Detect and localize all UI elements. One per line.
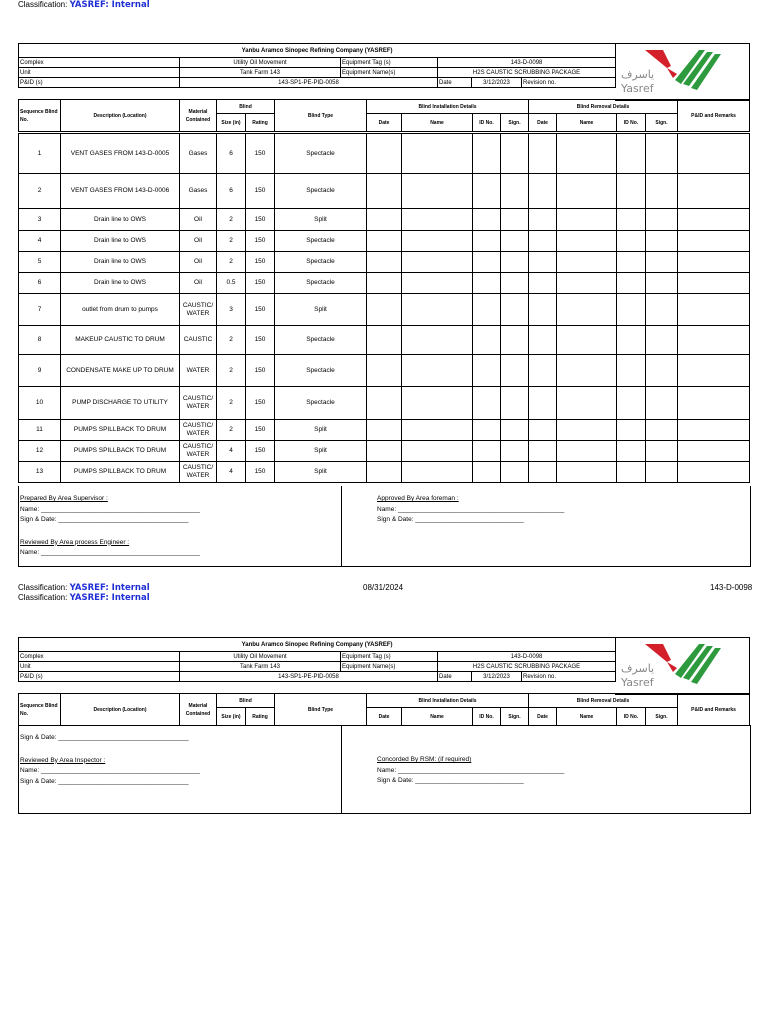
cell-type: Spectacle bbox=[275, 174, 367, 209]
empty-cell[interactable] bbox=[617, 134, 646, 174]
empty-cell[interactable] bbox=[529, 294, 557, 326]
cell-type: Spectacle bbox=[275, 355, 367, 387]
cell-mat: CAUSTIC bbox=[180, 326, 217, 355]
empty-cell[interactable] bbox=[617, 294, 646, 326]
cell-rating: 150 bbox=[246, 441, 275, 462]
empty-cell[interactable] bbox=[617, 231, 646, 252]
approved-label: Approved By Area foreman : bbox=[377, 495, 459, 502]
empty-cell[interactable] bbox=[367, 387, 402, 420]
empty-cell[interactable] bbox=[646, 387, 678, 420]
empty-cell[interactable] bbox=[367, 441, 402, 462]
cell-mat: Oil bbox=[180, 273, 217, 294]
empty-cell[interactable] bbox=[529, 273, 557, 294]
empty-cell[interactable] bbox=[402, 387, 473, 420]
concorded-label: Concorded By RSM: (if required) bbox=[377, 756, 472, 763]
cell-mat: CAUSTIC/ WATER bbox=[180, 294, 217, 326]
cell-rating: 150 bbox=[246, 252, 275, 273]
cell-mat: Oil bbox=[180, 252, 217, 273]
empty-cell[interactable] bbox=[529, 209, 557, 231]
sign-date-field[interactable]: Sign & Date: ____________________________________ bbox=[20, 777, 189, 785]
empty-cell[interactable] bbox=[501, 231, 529, 252]
empty-cell[interactable] bbox=[367, 355, 402, 387]
cell-rating: 150 bbox=[246, 294, 275, 326]
prepared-label: Prepared By Area Supervisor : bbox=[20, 495, 108, 502]
empty-cell[interactable] bbox=[646, 231, 678, 252]
cell-size: 2 bbox=[217, 252, 246, 273]
cell-type: Spectacle bbox=[275, 273, 367, 294]
empty-cell[interactable] bbox=[557, 441, 617, 462]
cell-size: 2 bbox=[217, 326, 246, 355]
header-table: Yanbu Aramco Sinopec Refining Company (YASREF) Complex Utility Oil Movement Equipment Tag (s) 143-D-0098 Unit Tank Farm 143 Equipment Name(s) H2S CAUSTIC SCRUBBING PACKAGE P&ID (s) 143-SP1-PE-PID-0058 Date 3/12/2023 Revision no. bbox=[18, 43, 616, 88]
empty-cell[interactable] bbox=[402, 355, 473, 387]
empty-cell[interactable] bbox=[501, 134, 529, 174]
empty-cell[interactable] bbox=[678, 441, 750, 462]
empty-cell[interactable] bbox=[557, 420, 617, 441]
empty-cell[interactable] bbox=[557, 355, 617, 387]
empty-cell[interactable] bbox=[501, 420, 529, 441]
cell-mat: CAUSTIC/ WATER bbox=[180, 387, 217, 420]
empty-cell[interactable] bbox=[473, 355, 501, 387]
empty-cell[interactable] bbox=[678, 355, 750, 387]
empty-cell[interactable] bbox=[646, 294, 678, 326]
cell-mat: CAUSTIC/ WATER bbox=[180, 462, 217, 483]
cell-desc: VENT GASES FROM 143-D-0005 bbox=[61, 134, 180, 174]
svg-text:ياسرف: ياسرف bbox=[621, 68, 655, 81]
empty-cell[interactable] bbox=[367, 462, 402, 483]
cell-size: 6 bbox=[217, 174, 246, 209]
empty-cell[interactable] bbox=[557, 326, 617, 355]
svg-text:ياسرف: ياسرف bbox=[621, 662, 655, 675]
empty-cell[interactable] bbox=[646, 441, 678, 462]
empty-cell[interactable] bbox=[617, 441, 646, 462]
cell-desc: outlet from drum to pumps bbox=[61, 294, 180, 326]
cell-rating: 150 bbox=[246, 134, 275, 174]
empty-cell[interactable] bbox=[501, 441, 529, 462]
empty-cell[interactable] bbox=[678, 273, 750, 294]
empty-cell[interactable] bbox=[501, 462, 529, 483]
empty-cell[interactable] bbox=[367, 294, 402, 326]
empty-cell[interactable] bbox=[501, 326, 529, 355]
empty-cell[interactable] bbox=[529, 252, 557, 273]
empty-cell[interactable] bbox=[367, 273, 402, 294]
cell-no: 13 bbox=[19, 462, 61, 483]
footer-tag: 143-D-0098 bbox=[710, 583, 753, 592]
yasref-logo-graphic bbox=[615, 44, 749, 100]
empty-cell[interactable] bbox=[402, 209, 473, 231]
empty-cell[interactable] bbox=[402, 420, 473, 441]
empty-cell[interactable] bbox=[473, 441, 501, 462]
empty-cell[interactable] bbox=[617, 420, 646, 441]
cell-type: Spectacle bbox=[275, 326, 367, 355]
empty-cell[interactable] bbox=[646, 355, 678, 387]
empty-cell[interactable] bbox=[402, 326, 473, 355]
empty-cell[interactable] bbox=[678, 252, 750, 273]
empty-cell[interactable] bbox=[678, 174, 750, 209]
empty-cell[interactable] bbox=[557, 462, 617, 483]
empty-cell[interactable] bbox=[646, 209, 678, 231]
name-field[interactable]: Name: ______________________________________________ bbox=[377, 766, 565, 774]
empty-cell[interactable] bbox=[646, 420, 678, 441]
svg-text:Yasref: Yasref bbox=[621, 676, 654, 689]
cell-no: 10 bbox=[19, 387, 61, 420]
cell-mat: CAUSTIC/ WATER bbox=[180, 441, 217, 462]
sign-date-field[interactable]: Sign & Date: ____________________________________ bbox=[20, 734, 189, 741]
cell-no: 8 bbox=[19, 326, 61, 355]
empty-cell[interactable] bbox=[678, 294, 750, 326]
cell-desc: Drain line to OWS bbox=[61, 252, 180, 273]
empty-cell[interactable] bbox=[367, 420, 402, 441]
cell-mat: WATER bbox=[180, 355, 217, 387]
cell-rating: 150 bbox=[246, 209, 275, 231]
cell-size: 2 bbox=[217, 387, 246, 420]
cell-type: Spectacle bbox=[275, 387, 367, 420]
cell-no: 3 bbox=[19, 209, 61, 231]
yasref-logo-graphic bbox=[615, 638, 749, 694]
empty-cell[interactable] bbox=[473, 326, 501, 355]
empty-cell[interactable] bbox=[473, 231, 501, 252]
cell-type: Spectacle bbox=[275, 231, 367, 252]
empty-cell[interactable] bbox=[367, 209, 402, 231]
empty-cell[interactable] bbox=[557, 231, 617, 252]
divider bbox=[341, 725, 342, 813]
cell-type: Split bbox=[275, 462, 367, 483]
cell-no: 9 bbox=[19, 355, 61, 387]
empty-cell[interactable] bbox=[557, 294, 617, 326]
empty-cell[interactable] bbox=[402, 174, 473, 209]
cell-size: 2 bbox=[217, 231, 246, 252]
empty-cell[interactable] bbox=[529, 387, 557, 420]
classification-top: Classification: YASREF​: Internal bbox=[18, 0, 150, 10]
name-field[interactable]: Name: ______________________________________________ bbox=[377, 505, 565, 513]
empty-cell[interactable] bbox=[501, 273, 529, 294]
cell-mat: Oil bbox=[180, 231, 217, 252]
empty-cell[interactable] bbox=[473, 387, 501, 420]
empty-cell[interactable] bbox=[646, 134, 678, 174]
cell-size: 2 bbox=[217, 420, 246, 441]
empty-cell[interactable] bbox=[646, 462, 678, 483]
cell-mat: Gases bbox=[180, 134, 217, 174]
empty-cell[interactable] bbox=[402, 441, 473, 462]
empty-cell[interactable] bbox=[473, 134, 501, 174]
name-field[interactable]: Name: ____________________________________________ bbox=[20, 767, 201, 774]
cell-rating: 150 bbox=[246, 326, 275, 355]
cell-rating: 150 bbox=[246, 174, 275, 209]
cell-type: Split bbox=[275, 294, 367, 326]
signature-column bbox=[377, 733, 564, 787]
footer-date: 08/31/2024 bbox=[363, 583, 404, 592]
cell-size: 4 bbox=[217, 462, 246, 483]
signature-block bbox=[18, 725, 751, 814]
empty-cell[interactable] bbox=[402, 462, 473, 483]
cell-rating: 150 bbox=[246, 420, 275, 441]
classification-page2: Classification: YASREF​: Internal bbox=[18, 593, 150, 603]
cell-size: 6 bbox=[217, 134, 246, 174]
table-row bbox=[19, 462, 750, 483]
empty-cell[interactable] bbox=[678, 326, 750, 355]
cell-type: Spectacle bbox=[275, 134, 367, 174]
cell-no: 1 bbox=[19, 134, 61, 174]
cell-size: 2 bbox=[217, 209, 246, 231]
table-row bbox=[19, 441, 750, 462]
empty-cell[interactable] bbox=[678, 387, 750, 420]
empty-cell[interactable] bbox=[678, 209, 750, 231]
cell-rating: 150 bbox=[246, 231, 275, 252]
cell-desc: PUMPS SPILLBACK TO DRUM bbox=[61, 441, 180, 462]
signature-column bbox=[20, 733, 200, 787]
cell-no: 7 bbox=[19, 294, 61, 326]
sign-date-field[interactable]: Sign & Date: ______________________________ bbox=[377, 777, 524, 784]
yasref-logo bbox=[615, 637, 750, 695]
empty-cell[interactable] bbox=[367, 231, 402, 252]
sign-date-field[interactable]: Sign & Date: ____________________________________ bbox=[20, 516, 189, 523]
empty-cell[interactable] bbox=[501, 294, 529, 326]
empty-cell[interactable] bbox=[617, 387, 646, 420]
blind-table bbox=[18, 133, 750, 483]
cell-mat: CAUSTIC/ WATER bbox=[180, 420, 217, 441]
signature-column bbox=[377, 494, 564, 526]
cell-rating: 150 bbox=[246, 462, 275, 483]
empty-cell[interactable] bbox=[501, 387, 529, 420]
cell-no: 12 bbox=[19, 441, 61, 462]
empty-cell[interactable] bbox=[367, 326, 402, 355]
table-row bbox=[19, 252, 750, 273]
empty-cell[interactable] bbox=[367, 174, 402, 209]
cell-no: 2 bbox=[19, 174, 61, 209]
cell-rating: 150 bbox=[246, 273, 275, 294]
empty-cell[interactable] bbox=[646, 273, 678, 294]
empty-cell[interactable] bbox=[557, 252, 617, 273]
empty-cell[interactable] bbox=[501, 252, 529, 273]
empty-cell[interactable] bbox=[367, 252, 402, 273]
svg-text:Yasref: Yasref bbox=[621, 82, 654, 95]
table-row bbox=[19, 387, 750, 420]
empty-cell[interactable] bbox=[617, 273, 646, 294]
empty-cell[interactable] bbox=[473, 273, 501, 294]
classification-value: YASREF​: Internal bbox=[69, 0, 150, 10]
empty-cell[interactable] bbox=[402, 252, 473, 273]
yasref-logo bbox=[615, 43, 750, 101]
reviewed-inspector-label: Reviewed By Area Inspector : bbox=[20, 756, 106, 764]
header-table: Yanbu Aramco Sinopec Refining Company (YASREF) Complex Utility Oil Movement Equipment Tag (s) 143-D-0098 Unit Tank Farm 143 Equipment Name(s) H2S CAUSTIC SCRUBBING PACKAGE P&ID (s) 143-SP1-PE-PID-0058 Date 3/12/2023 Revision no. bbox=[18, 637, 616, 682]
empty-cell[interactable] bbox=[367, 134, 402, 174]
empty-cell[interactable] bbox=[402, 134, 473, 174]
classification-footer: Classification: YASREF​: Internal bbox=[18, 583, 150, 593]
table-row bbox=[19, 294, 750, 326]
empty-cell[interactable] bbox=[501, 174, 529, 209]
reviewed-engineer-label: Reviewed By Area process Engineer : bbox=[20, 538, 130, 546]
signature-column bbox=[20, 494, 200, 559]
empty-cell[interactable] bbox=[529, 326, 557, 355]
cell-type: Split bbox=[275, 420, 367, 441]
sign-date-field[interactable]: Sign & Date: ______________________________ bbox=[377, 516, 524, 523]
cell-no: 5 bbox=[19, 252, 61, 273]
cell-type: Split bbox=[275, 441, 367, 462]
cell-mat: Oil bbox=[180, 209, 217, 231]
cell-type: Spectacle bbox=[275, 252, 367, 273]
cell-no: 4 bbox=[19, 231, 61, 252]
cell-size: 0.5 bbox=[217, 273, 246, 294]
empty-cell[interactable] bbox=[473, 462, 501, 483]
empty-cell[interactable] bbox=[557, 209, 617, 231]
name-field[interactable]: Name: ____________________________________________ bbox=[20, 505, 201, 513]
empty-cell[interactable] bbox=[678, 420, 750, 441]
company-name: Yanbu Aramco Sinopec Refining Company (YASREF) bbox=[19, 44, 616, 58]
empty-cell[interactable] bbox=[646, 252, 678, 273]
empty-cell[interactable] bbox=[557, 387, 617, 420]
cell-desc: Drain line to OWS bbox=[61, 273, 180, 294]
name-field[interactable]: Name: ____________________________________________ bbox=[20, 549, 201, 556]
table-row bbox=[19, 355, 750, 387]
cell-desc: Drain line to OWS bbox=[61, 209, 180, 231]
cell-no: 6 bbox=[19, 273, 61, 294]
empty-cell[interactable] bbox=[617, 252, 646, 273]
empty-cell[interactable] bbox=[402, 294, 473, 326]
empty-cell[interactable] bbox=[557, 273, 617, 294]
cell-desc: PUMPS SPILLBACK TO DRUM bbox=[61, 420, 180, 441]
empty-cell[interactable] bbox=[617, 174, 646, 209]
cell-type: Split bbox=[275, 209, 367, 231]
empty-cell[interactable] bbox=[646, 326, 678, 355]
table-row bbox=[19, 420, 750, 441]
empty-cell[interactable] bbox=[557, 134, 617, 174]
cell-desc: VENT GASES FROM 143-D-0006 bbox=[61, 174, 180, 209]
cell-size: 3 bbox=[217, 294, 246, 326]
empty-cell[interactable] bbox=[678, 462, 750, 483]
cell-desc: CONDENSATE MAKE UP TO DRUM bbox=[61, 355, 180, 387]
empty-cell[interactable] bbox=[617, 326, 646, 355]
empty-cell[interactable] bbox=[529, 420, 557, 441]
cell-mat: Gases bbox=[180, 174, 217, 209]
cell-no: 11 bbox=[19, 420, 61, 441]
empty-cell[interactable] bbox=[678, 231, 750, 252]
empty-cell[interactable] bbox=[617, 462, 646, 483]
empty-cell[interactable] bbox=[646, 174, 678, 209]
empty-cell[interactable] bbox=[529, 441, 557, 462]
empty-cell[interactable] bbox=[473, 420, 501, 441]
cell-size: 4 bbox=[217, 441, 246, 462]
empty-cell[interactable] bbox=[529, 134, 557, 174]
cell-desc: Drain line to OWS bbox=[61, 231, 180, 252]
company-name: Yanbu Aramco Sinopec Refining Company (YASREF) bbox=[19, 638, 616, 652]
cell-desc: MAKEUP CAUSTIC TO DRUM bbox=[61, 326, 180, 355]
empty-cell[interactable] bbox=[529, 355, 557, 387]
cell-desc: PUMP DISCHARGE TO UTILITY bbox=[61, 387, 180, 420]
empty-cell[interactable] bbox=[473, 252, 501, 273]
cell-rating: 150 bbox=[246, 387, 275, 420]
empty-cell[interactable] bbox=[557, 174, 617, 209]
empty-cell[interactable] bbox=[402, 231, 473, 252]
blind-table-header: Sequence Blind No. Description (Location) Material Contained Blind Blind Type Blind Installation Details Blind Removal Details P&ID and Remarks Size (in) Rating Date Name ID No. Sign. Date Name ID No. Sign. bbox=[18, 99, 750, 132]
empty-cell[interactable] bbox=[617, 355, 646, 387]
table-row bbox=[19, 174, 750, 209]
empty-cell[interactable] bbox=[529, 462, 557, 483]
empty-cell[interactable] bbox=[501, 355, 529, 387]
cell-rating: 150 bbox=[246, 355, 275, 387]
table-row bbox=[19, 134, 750, 174]
table-row bbox=[19, 273, 750, 294]
divider bbox=[341, 486, 342, 566]
empty-cell[interactable] bbox=[501, 209, 529, 231]
blind-table-header: Sequence Blind No. Description (Location) Material Contained Blind Blind Type Blind Installation Details Blind Removal Details P&ID and Remarks Size (in) Rating Date Name ID No. Sign. Date Name ID No. Sign. bbox=[18, 693, 750, 726]
empty-cell[interactable] bbox=[402, 273, 473, 294]
empty-cell[interactable] bbox=[473, 174, 501, 209]
table-row bbox=[19, 209, 750, 231]
empty-cell[interactable] bbox=[678, 134, 750, 174]
table-row bbox=[19, 231, 750, 252]
signature-block bbox=[18, 486, 751, 567]
empty-cell[interactable] bbox=[617, 209, 646, 231]
cell-size: 2 bbox=[217, 355, 246, 387]
table-row bbox=[19, 326, 750, 355]
cell-desc: PUMPS SPILLBACK TO DRUM bbox=[61, 462, 180, 483]
empty-cell[interactable] bbox=[473, 209, 501, 231]
empty-cell[interactable] bbox=[473, 294, 501, 326]
empty-cell[interactable] bbox=[529, 231, 557, 252]
empty-cell[interactable] bbox=[529, 174, 557, 209]
